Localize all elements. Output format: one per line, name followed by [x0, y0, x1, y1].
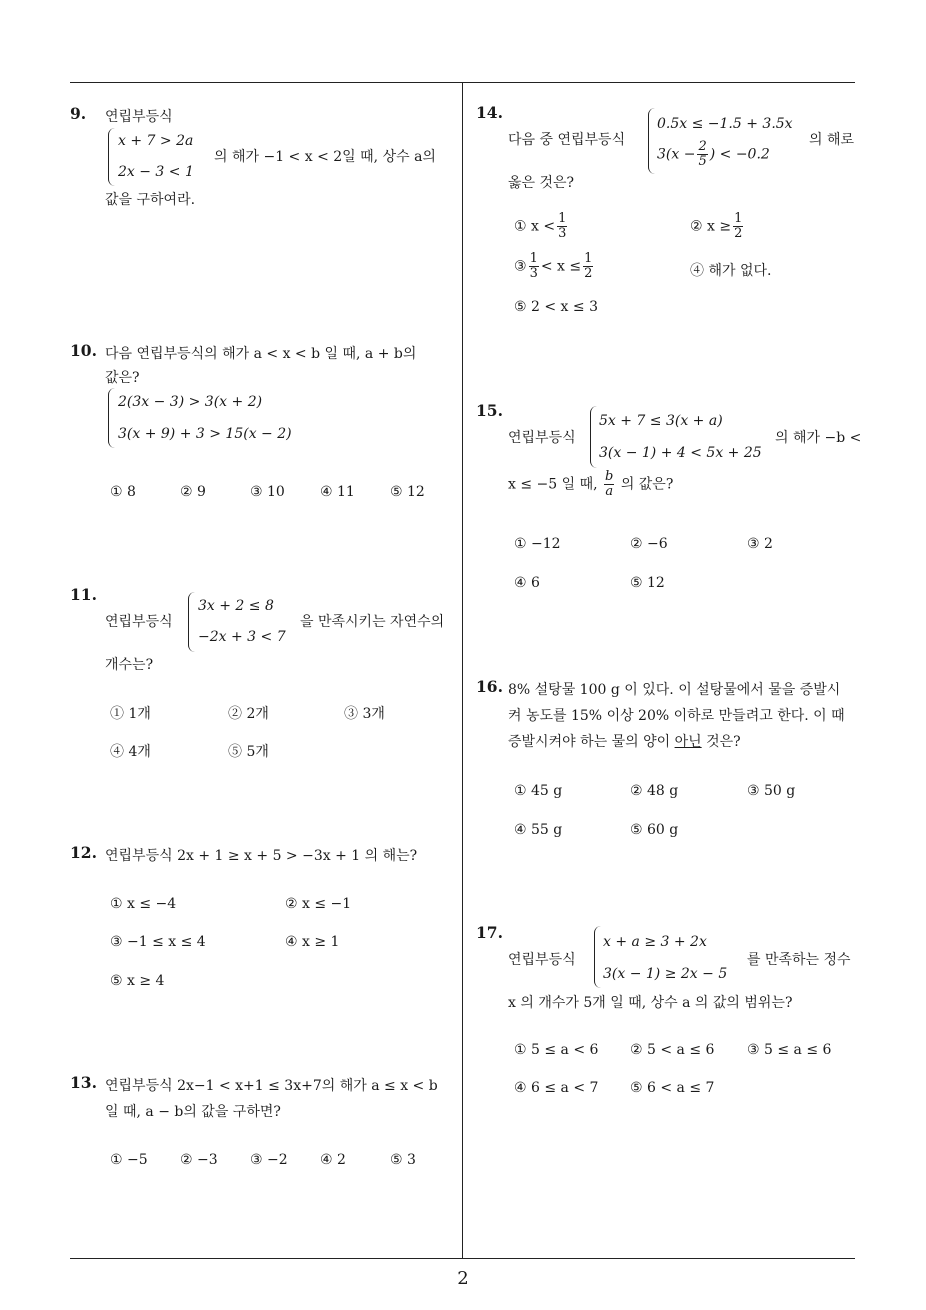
question-number: 11.: [70, 585, 97, 604]
numerator: 1: [734, 211, 743, 226]
inequality-2-right: ) < −0.2: [709, 146, 770, 163]
fraction: [557, 212, 567, 241]
denominator: 5: [698, 154, 707, 169]
question-number: 17.: [476, 923, 503, 942]
question-text-2: x 의 개수가 5개 일 때, 상수 a 의 값의 범위는?: [508, 995, 793, 1011]
choice-1[interactable]: ① 8: [110, 484, 136, 500]
choice-3[interactable]: ③ −1 ≤ x ≤ 4: [110, 934, 206, 950]
inequality-2-left: 3(x −: [657, 146, 696, 163]
question-text-3-left: 증발시켜야 하는 물의 양이: [508, 734, 671, 750]
question-text-2-left: x ≤ −5 일 때,: [508, 476, 598, 493]
question-number: 10.: [70, 341, 97, 360]
question-text: 8% 설탕물 100 g 이 있다. 이 설탕물에서 물을 증발시: [508, 682, 841, 698]
choice-3[interactable]: ③ 3개: [344, 706, 385, 722]
choice-4[interactable]: ④ 11: [320, 484, 355, 500]
choice-5[interactable]: ⑤ 3: [390, 1152, 416, 1168]
question-intro: 연립부등식: [508, 952, 576, 968]
inequality-2: 3(x − 1) + 4 < 5x + 25: [599, 445, 762, 461]
question-number: 12.: [70, 843, 97, 862]
inequality-1: 5x + 7 ≤ 3(x + a): [599, 413, 723, 429]
choice-2-text: ② x ≥: [690, 218, 732, 235]
choice-4[interactable]: ④ 55 g: [514, 822, 563, 838]
choice-2[interactable]: ② x ≤ −1: [285, 896, 352, 912]
numerator: 1: [558, 211, 567, 226]
question-text-2-right: 의 값은?: [620, 476, 674, 493]
inequality-1: 0.5x ≤ −1.5 + 3.5x: [657, 116, 793, 132]
denominator: 2: [584, 266, 593, 281]
question-number: 15.: [476, 401, 503, 420]
choice-1[interactable]: ① x ≤ −4: [110, 896, 177, 912]
fraction: [529, 252, 539, 281]
system-brace: [594, 926, 601, 988]
page-number: 2: [457, 1268, 469, 1289]
choice-4[interactable]: ④ 해가 없다.: [690, 263, 772, 279]
inequality-2: [657, 140, 770, 169]
choice-3-marker: ③: [514, 258, 527, 275]
choice-1-text: ① x <: [514, 218, 556, 235]
choice-1[interactable]: [514, 212, 569, 241]
choice-4[interactable]: ④ 2: [320, 1152, 346, 1168]
numerator: 1: [529, 251, 538, 266]
question-intro: 연립부등식: [105, 614, 173, 630]
choice-3[interactable]: ③ −2: [250, 1152, 288, 1168]
question-text: 연립부등식 2x−1 < x+1 ≤ 3x+7의 해가 a ≤ x < b: [105, 1078, 438, 1094]
choice-5[interactable]: ⑤ 6 < a ≤ 7: [630, 1080, 715, 1096]
question-text-2: [508, 470, 673, 499]
choice-5[interactable]: ⑤ 60 g: [630, 822, 679, 838]
question-text-2: 값을 구하여라.: [105, 192, 196, 208]
fraction: [604, 470, 614, 499]
system-brace: [590, 406, 597, 468]
numerator: b: [605, 469, 614, 484]
question-intro: 연립부등식: [508, 430, 576, 446]
question-text: 의 해가 −1 < x < 2일 때, 상수 a의: [214, 149, 436, 165]
choice-3-text: < x ≤: [540, 258, 582, 275]
choice-2[interactable]: ② 48 g: [630, 783, 679, 799]
numerator: 1: [584, 251, 593, 266]
question-text-2: 값은?: [105, 370, 140, 386]
question-text: 의 해가 −b <: [775, 430, 862, 446]
inequality-2: 3(x + 9) + 3 > 15(x − 2): [118, 426, 292, 442]
fraction: [583, 252, 593, 281]
question-text-2: 옳은 것은?: [508, 175, 575, 191]
choice-4[interactable]: ④ x ≥ 1: [285, 934, 340, 950]
choice-5[interactable]: ⑤ 12: [630, 575, 665, 591]
choice-3[interactable]: ③ 10: [250, 484, 285, 500]
choice-2[interactable]: ② −3: [180, 1152, 218, 1168]
system-brace: [108, 388, 115, 448]
choice-3[interactable]: ③ 50 g: [747, 783, 796, 799]
choice-1[interactable]: ① −5: [110, 1152, 148, 1168]
inequality-1: 3x + 2 ≤ 8: [198, 598, 274, 614]
choice-4[interactable]: ④ 4개: [110, 744, 151, 760]
choice-1[interactable]: ① 1개: [110, 706, 151, 722]
choice-5[interactable]: ⑤ x ≥ 4: [110, 973, 165, 989]
numerator: 2: [698, 139, 707, 154]
choice-5[interactable]: ⑤ 5개: [228, 744, 269, 760]
inequality-1: x + 7 > 2a: [118, 133, 194, 149]
inequality-1: 2(3x − 3) > 3(x + 2): [118, 394, 263, 410]
inequality-2: 3(x − 1) ≥ 2x − 5: [603, 966, 728, 982]
choice-5[interactable]: ⑤ 12: [390, 484, 425, 500]
choice-3[interactable]: ③ 5 ≤ a ≤ 6: [747, 1042, 832, 1058]
choice-1[interactable]: ① 45 g: [514, 783, 563, 799]
bottom-rule: [70, 1258, 855, 1259]
question-text-2: 일 때, a − b의 값을 구하면?: [105, 1104, 281, 1120]
question-number: 9.: [70, 104, 87, 123]
question-text-2: 개수는?: [105, 657, 154, 673]
choice-2[interactable]: ② 2개: [228, 706, 269, 722]
choice-2[interactable]: ② 9: [180, 484, 206, 500]
choice-2[interactable]: ② −6: [630, 536, 668, 552]
fraction: [733, 212, 743, 241]
inequality-2: 2x − 3 < 1: [118, 164, 194, 180]
system-brace: [188, 592, 195, 652]
choice-4[interactable]: ④ 6: [514, 575, 540, 591]
question-number: 16.: [476, 677, 503, 696]
column-divider: [462, 83, 463, 1258]
choice-3[interactable]: [514, 252, 595, 281]
denominator: a: [605, 484, 614, 499]
denominator: 2: [734, 226, 743, 241]
question-intro: 연립부등식: [105, 109, 173, 125]
question-text: 다음 연립부등식의 해가 a < x < b 일 때, a + b의: [105, 346, 417, 362]
question-text-3: [508, 731, 741, 751]
choice-1[interactable]: ① 5 ≤ a < 6: [514, 1042, 599, 1058]
denominator: 3: [558, 226, 567, 241]
choice-1[interactable]: ① −12: [514, 536, 561, 552]
system-brace: [648, 108, 655, 174]
choice-2[interactable]: ② 5 < a ≤ 6: [630, 1042, 715, 1058]
question-text: 연립부등식 2x + 1 ≥ x + 5 > −3x + 1 의 해는?: [105, 848, 418, 864]
question-text: 의 해로: [809, 132, 855, 148]
underlined-word: 아닌: [674, 734, 702, 750]
question-text-3-right: 것은?: [706, 734, 741, 750]
inequality-1: x + a ≥ 3 + 2x: [603, 934, 707, 950]
denominator: 3: [529, 266, 538, 281]
question-text: 을 만족시키는 자연수의: [300, 614, 445, 630]
question-text: 를 만족하는 정수: [747, 952, 851, 968]
fraction: [697, 140, 707, 169]
system-brace: [108, 128, 115, 186]
choice-5[interactable]: ⑤ 2 < x ≤ 3: [514, 299, 598, 315]
choice-2[interactable]: [690, 212, 745, 241]
inequality-2: −2x + 3 < 7: [198, 629, 286, 645]
question-text-2: 켜 농도를 15% 이상 20% 이하로 만들려고 한다. 이 때: [508, 708, 845, 724]
choice-4[interactable]: ④ 6 ≤ a < 7: [514, 1080, 599, 1096]
question-intro: 다음 중 연립부등식: [508, 132, 626, 148]
question-number: 13.: [70, 1073, 97, 1092]
question-number: 14.: [476, 103, 503, 122]
choice-3[interactable]: ③ 2: [747, 536, 773, 552]
